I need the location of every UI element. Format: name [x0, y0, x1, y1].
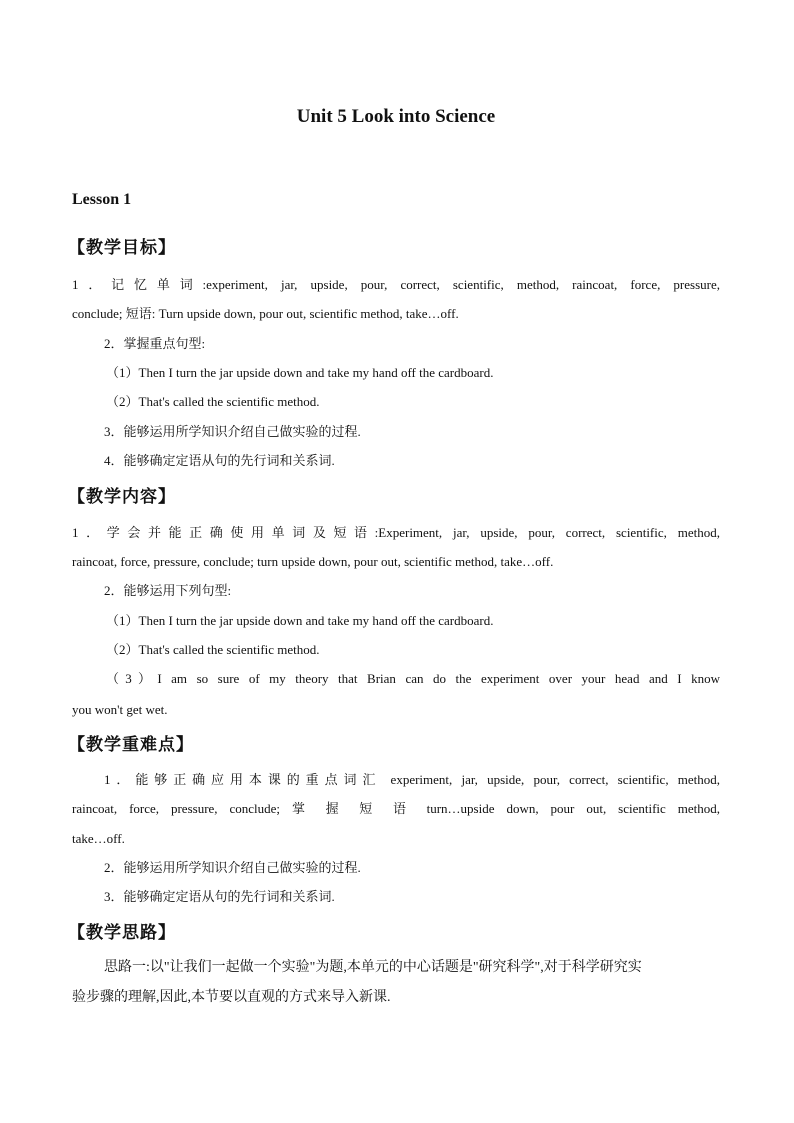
text-line: 2．能够运用所学知识介绍自己做实验的过程. — [104, 860, 361, 875]
section-heading-approach: 【教学思路】 — [68, 923, 176, 943]
text-line: （3）I am so sure of my theory that Brian can do the experiment over your head and I know — [106, 671, 720, 686]
text-line: 验步骤的理解,因此,本节要以直观的方式来导入新课. — [72, 990, 391, 1005]
text-line: 3．能够确定定语从句的先行词和关系词. — [104, 889, 335, 904]
lesson-heading: Lesson 1 — [72, 191, 132, 208]
text-line: （1）Then I turn the jar upside down and take my hand off the cardboard. — [106, 365, 494, 380]
text-line: conclude; 短语: Turn upside down, pour out, scientific method, take…off. — [72, 306, 459, 321]
section-heading-key-points: 【教学重难点】 — [68, 735, 194, 755]
text-line: take…off. — [72, 831, 125, 846]
text-line: 思路一:以"让我们一起做一个实验"为题,本单元的中心话题是"研究科学",对于科学研究实 — [104, 960, 642, 975]
text-line: 2．掌握重点句型: — [104, 336, 206, 351]
text-line: 4．能够确定定语从句的先行词和关系词. — [104, 453, 335, 468]
text-line: 1．学会并能正确使用单词及短语:Experiment, jar, upside, pour, correct, scientific, method, — [72, 525, 720, 540]
text-line: （2）That's called the scientific method. — [106, 394, 320, 409]
text-line: raincoat, force, pressure, conclude; turn upside down, pour out, scientific method, take…off. — [72, 554, 554, 569]
text-line: raincoat, force, pressure, conclude; 掌 握 短 语 turn…upside down, pour out, scientific method, — [72, 801, 720, 816]
text-line: （1）Then I turn the jar upside down and take my hand off the cardboard. — [106, 613, 494, 628]
text-line: 1．能够正确应用本课的重点词汇 experiment, jar, upside, pour, correct, scientific, method, — [104, 772, 720, 787]
text-line: 2．能够运用下列句型: — [104, 583, 232, 598]
section-heading-objectives: 【教学目标】 — [68, 238, 176, 258]
text-line: （2）That's called the scientific method. — [106, 642, 320, 657]
page-title: Unit 5 Look into Science — [296, 106, 496, 127]
section-heading-content: 【教学内容】 — [68, 487, 176, 507]
text-line: 3．能够运用所学知识介绍自己做实验的过程. — [104, 424, 361, 439]
text-line: you won't get wet. — [72, 702, 168, 717]
text-line: 1．记忆单词:experiment, jar, upside, pour, correct, scientific, method, raincoat, force, pressure, — [72, 277, 720, 292]
